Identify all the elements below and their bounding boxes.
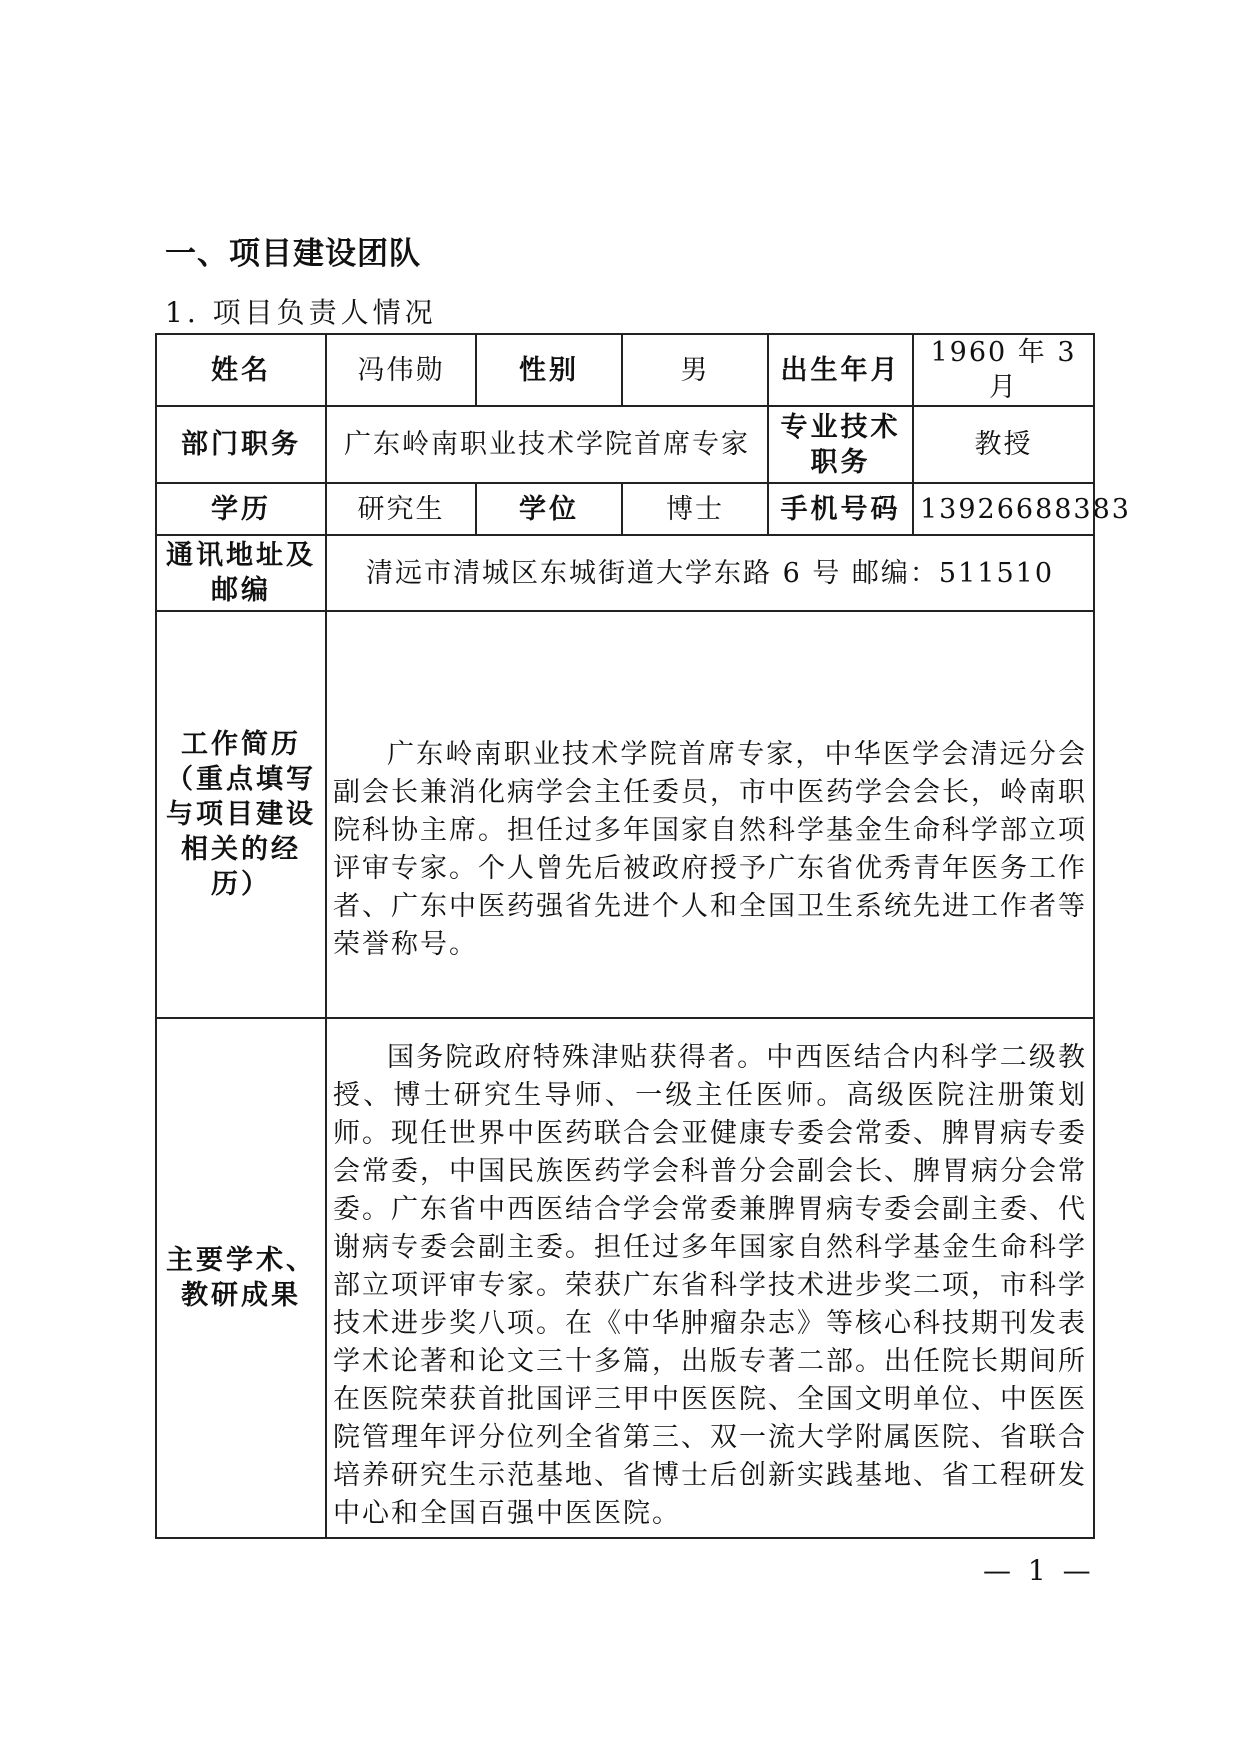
name-value: 冯伟勋 (326, 334, 476, 406)
table-row (156, 483, 1094, 535)
section-heading: 一、项目建设团队 (165, 236, 421, 272)
resume-cell (326, 611, 1094, 1018)
degree-value: 博士 (622, 483, 768, 535)
table-row (156, 334, 1094, 406)
edu-value: 研究生 (326, 483, 476, 535)
dept-label: 部门职务 (156, 406, 326, 483)
edu-label: 学历 (156, 483, 326, 535)
resume-text: 广东岭南职业技术学院首席专家，中华医学会清远分会副会长兼消化病学会主任委员，市中医药学会会长，岭南职院科协主席。担任过多年国家自然科学基金生命科学部立项评审专家。个人曾先后被政府授予广东省优秀青年医务工作者、广东中医药强省先进个人和全国卫生系统先进工作者等荣誉称号。 (333, 738, 1087, 960)
table-row (156, 406, 1094, 483)
page-number: — 1 — (983, 1554, 1095, 1587)
address-label: 通讯地址及邮编 (156, 535, 326, 611)
address-value: 清远市清城区东城街道大学东路 6 号 邮编：511510 (326, 535, 1094, 611)
gender-value: 男 (622, 334, 768, 406)
birth-value: 1960 年 3 月 (913, 334, 1094, 406)
title-label: 专业技术职务 (768, 406, 913, 483)
table-row (156, 1018, 1094, 1538)
birth-label: 出生年月 (768, 334, 913, 406)
title-value: 教授 (913, 406, 1094, 483)
name-label: 姓名 (156, 334, 326, 406)
phone-label: 手机号码 (768, 483, 913, 535)
achievements-label: 主要学术、教研成果 (156, 1018, 326, 1538)
table-row (156, 611, 1094, 1018)
subheading: 1. 项目负责人情况 (165, 296, 437, 329)
dept-value: 广东岭南职业技术学院首席专家 (326, 406, 768, 483)
achievements-text: 国务院政府特殊津贴获得者。中西医结合内科学二级教授、博士研究生导师、一级主任医师。高级医院注册策划师。现任世界中医药联合会亚健康专委会常委、脾胃病专委会常委，中国民族医药学会科普分会副会长、脾胃病分会常委。广东省中西医结合学会常委兼脾胃病专委会副主委、代谢病专委会副主委。担任过多年国家自然科学基金生命科学部立项评审专家。荣获广东省科学技术进步奖二项，市科学技术进步奖八项。在《中华肿瘤杂志》等核心科技期刊发表学术论著和论文三十多篇，出版专著二部。出任院长期间所在医院荣获首批国评三甲中医医院、全国文明单位、中医医院管理年评分位列全省第三、双一流大学附属医院、省联合培养研究生示范基地、省博士后创新实践基地、省工程研发中心和全国百强中医医院。 (333, 1041, 1087, 1529)
gender-label: 性别 (476, 334, 622, 406)
achievements-cell (326, 1018, 1094, 1538)
degree-label: 学位 (476, 483, 622, 535)
project-leader-table (155, 333, 1131, 1539)
table-row (156, 535, 1094, 611)
resume-label: 工作简历（重点填写与项目建设相关的经历） (156, 611, 326, 1018)
phone-value: 13926688383 (913, 483, 1094, 535)
